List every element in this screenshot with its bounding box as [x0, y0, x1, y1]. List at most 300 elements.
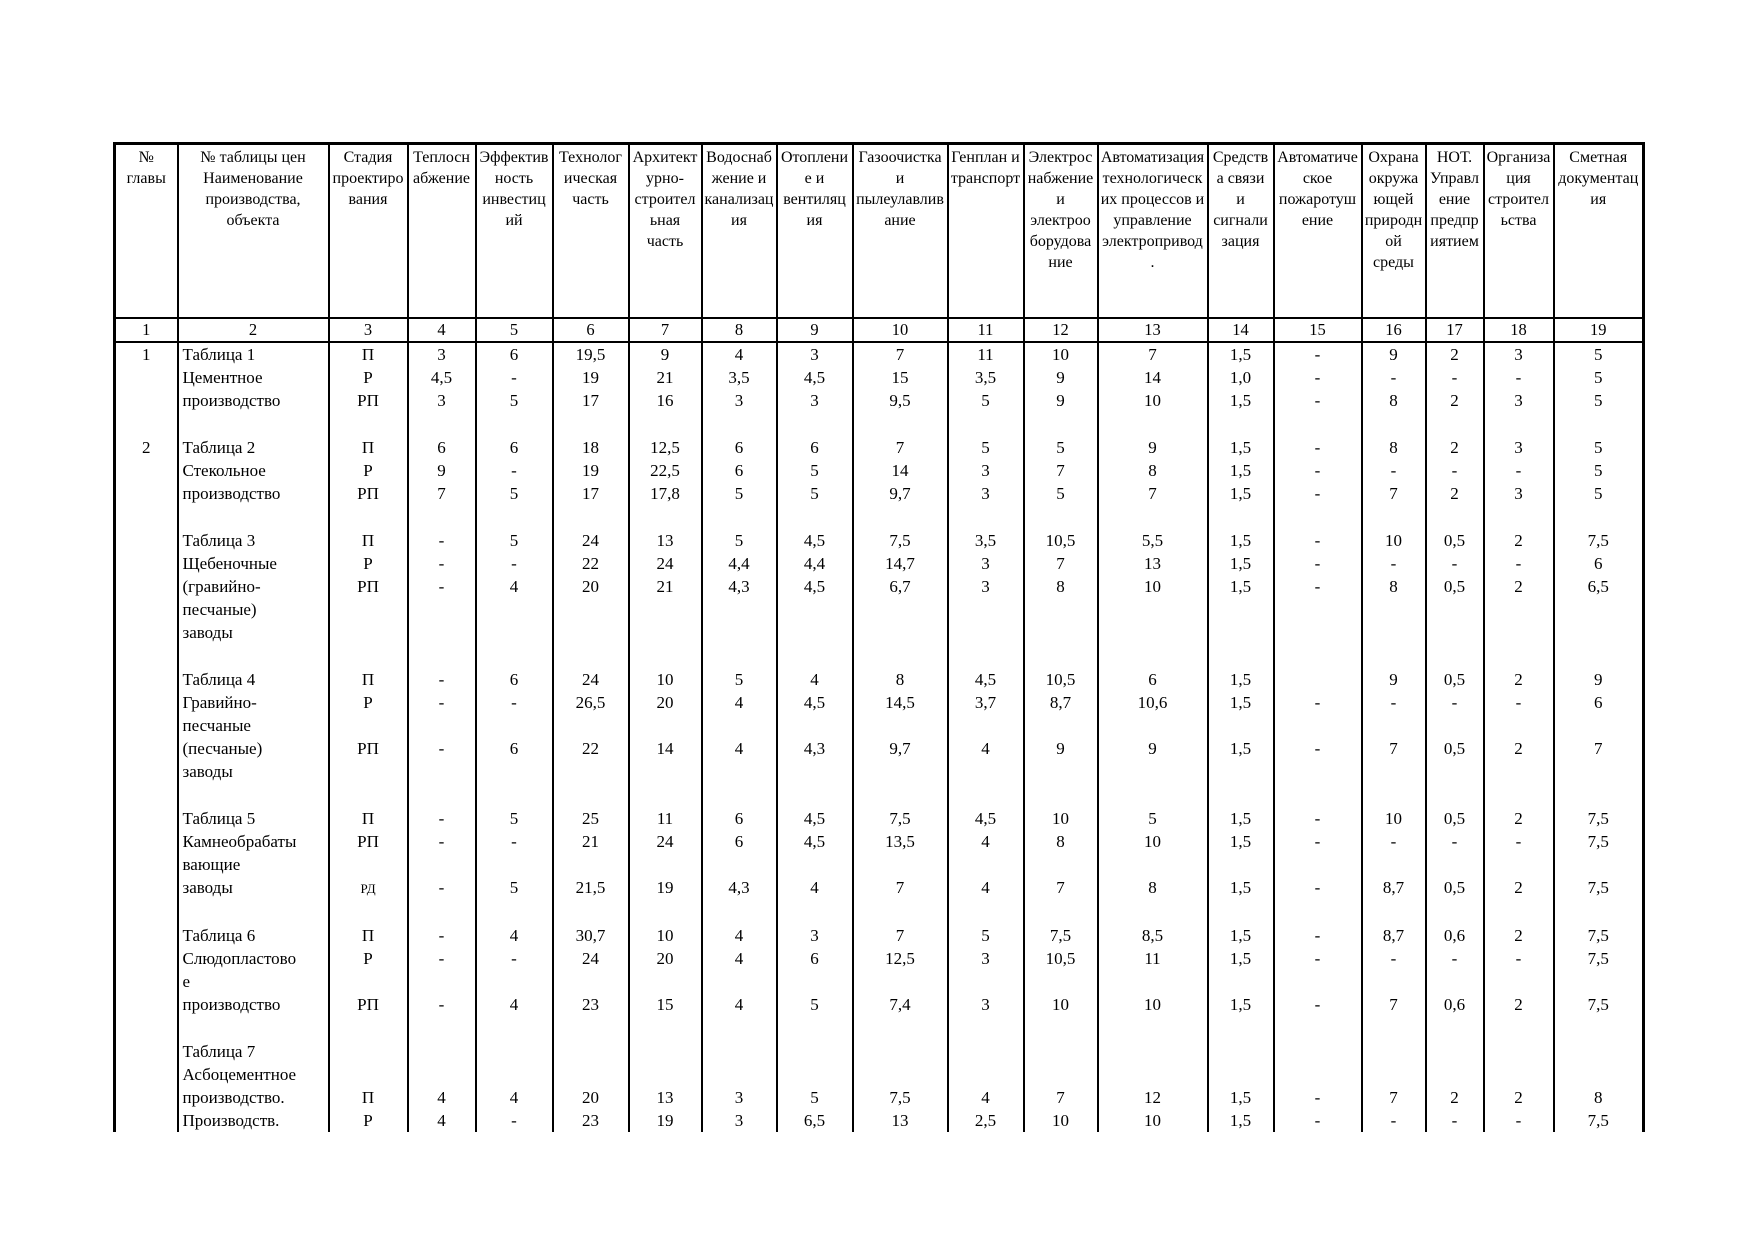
column-number-row — [115, 318, 1644, 342]
spacer-cell — [178, 412, 329, 436]
table-row — [115, 970, 1644, 993]
value-cell: 10 — [629, 924, 702, 947]
stage-cell: П — [329, 342, 408, 366]
column-number-cell: 10 — [853, 318, 948, 342]
name-cell: (песчаные) — [178, 737, 329, 760]
value-cell: - — [1484, 830, 1554, 853]
spacer-cell — [1484, 1016, 1554, 1040]
value-cell — [1426, 970, 1484, 993]
header-cell: Отопление и вентиляция — [777, 144, 853, 319]
value-cell: 5 — [476, 529, 553, 552]
value-cell: - — [1362, 552, 1426, 575]
value-cell: 25 — [553, 807, 629, 830]
value-cell: 3 — [702, 389, 777, 412]
table-row — [115, 1086, 1644, 1109]
column-number-cell: 5 — [476, 318, 553, 342]
spacer-cell — [853, 1016, 948, 1040]
value-cell — [408, 621, 476, 644]
value-cell: 23 — [553, 993, 629, 1016]
value-cell: - — [1274, 947, 1362, 970]
chapter-cell — [115, 1086, 178, 1109]
value-cell: 4,5 — [777, 529, 853, 552]
chapter-cell — [115, 552, 178, 575]
name-cell: песчаные) — [178, 598, 329, 621]
value-cell: 2 — [1426, 342, 1484, 366]
value-cell: 21 — [629, 575, 702, 598]
name-cell: заводы — [178, 876, 329, 900]
spacer-cell — [1362, 412, 1426, 436]
stage-cell: РП — [329, 830, 408, 853]
value-cell — [948, 714, 1024, 737]
spacer-cell — [777, 900, 853, 924]
value-cell: 6 — [777, 436, 853, 459]
value-cell: 10 — [1098, 993, 1208, 1016]
column-number-cell: 18 — [1484, 318, 1554, 342]
value-cell: 14 — [629, 737, 702, 760]
spacer-cell — [1362, 900, 1426, 924]
value-cell: 5 — [702, 668, 777, 691]
table-body — [115, 342, 1644, 1132]
value-cell: 7,5 — [1554, 807, 1644, 830]
value-cell — [1484, 714, 1554, 737]
stage-cell: РП — [329, 389, 408, 412]
value-cell — [777, 621, 853, 644]
spacer-cell — [1274, 783, 1362, 807]
value-cell: 3 — [777, 342, 853, 366]
stage-cell: Р — [329, 552, 408, 575]
header-cell: Архитектурно-строительная часть — [629, 144, 702, 319]
spacer-cell — [1484, 505, 1554, 529]
spacer-row — [115, 505, 1644, 529]
spacer-cell — [553, 644, 629, 668]
value-cell: 4 — [476, 1086, 553, 1109]
spacer-cell — [178, 1016, 329, 1040]
value-cell: 19 — [553, 459, 629, 482]
spacer-cell — [476, 900, 553, 924]
value-cell: 3 — [702, 1086, 777, 1109]
value-cell: 23 — [553, 1109, 629, 1132]
spacer-cell — [948, 505, 1024, 529]
column-number-cell: 1 — [115, 318, 178, 342]
spacer-cell — [115, 900, 178, 924]
value-cell: - — [1362, 459, 1426, 482]
value-cell: 8 — [1098, 459, 1208, 482]
value-cell: 0,5 — [1426, 876, 1484, 900]
value-cell — [1426, 1063, 1484, 1086]
value-cell: 4 — [702, 993, 777, 1016]
value-cell: 12,5 — [853, 947, 948, 970]
value-cell: 5 — [476, 876, 553, 900]
stage-cell — [329, 714, 408, 737]
spacer-cell — [1098, 505, 1208, 529]
value-cell: 1,5 — [1208, 830, 1274, 853]
table-row — [115, 737, 1644, 760]
header-cell: Газоочистка и пылеулавливание — [853, 144, 948, 319]
value-cell: 1,5 — [1208, 436, 1274, 459]
value-cell: 4,3 — [702, 876, 777, 900]
value-cell: 4 — [777, 668, 853, 691]
table-row — [115, 342, 1644, 366]
column-number-cell: 12 — [1024, 318, 1098, 342]
value-cell: 4,4 — [702, 552, 777, 575]
column-number-cell: 3 — [329, 318, 408, 342]
value-cell: 30,7 — [553, 924, 629, 947]
value-cell — [948, 853, 1024, 876]
value-cell: 7,5 — [1554, 830, 1644, 853]
spacer-cell — [948, 1016, 1024, 1040]
value-cell: - — [1274, 552, 1362, 575]
value-cell: 7 — [1362, 737, 1426, 760]
value-cell: 4,5 — [777, 366, 853, 389]
chapter-cell — [115, 389, 178, 412]
value-cell: - — [408, 947, 476, 970]
value-cell: 2 — [1484, 529, 1554, 552]
value-cell: 10 — [1098, 1109, 1208, 1132]
spacer-cell — [1554, 505, 1644, 529]
chapter-cell — [115, 459, 178, 482]
value-cell: 6 — [1554, 552, 1644, 575]
value-cell — [777, 970, 853, 993]
value-cell: - — [1484, 459, 1554, 482]
spacer-row — [115, 900, 1644, 924]
value-cell — [408, 714, 476, 737]
value-cell — [1554, 714, 1644, 737]
stage-cell: Р — [329, 947, 408, 970]
spacer-cell — [178, 505, 329, 529]
stage-cell: П — [329, 924, 408, 947]
value-cell — [629, 970, 702, 993]
value-cell — [1554, 760, 1644, 783]
value-cell: 8,5 — [1098, 924, 1208, 947]
value-cell: 7 — [1098, 342, 1208, 366]
value-cell: 8,7 — [1362, 876, 1426, 900]
value-cell: 7 — [1362, 482, 1426, 505]
table-row — [115, 853, 1644, 876]
name-cell: Гравийно- — [178, 691, 329, 714]
value-cell — [702, 621, 777, 644]
value-cell: 7,5 — [1554, 876, 1644, 900]
value-cell: - — [1484, 1109, 1554, 1132]
value-cell: 9 — [1024, 366, 1098, 389]
value-cell: 4 — [408, 1086, 476, 1109]
header-cell: № главы — [115, 144, 178, 319]
value-cell: 10 — [1098, 830, 1208, 853]
value-cell: 4 — [948, 737, 1024, 760]
value-cell — [1098, 970, 1208, 993]
value-cell: 14 — [853, 459, 948, 482]
spacer-cell — [1484, 783, 1554, 807]
header-cell: Охрана окружающей природной среды — [1362, 144, 1426, 319]
chapter-cell: 2 — [115, 436, 178, 459]
value-cell: - — [1426, 1109, 1484, 1132]
stage-cell — [329, 1063, 408, 1086]
value-cell — [702, 1063, 777, 1086]
value-cell — [1208, 1063, 1274, 1086]
spacer-cell — [1554, 644, 1644, 668]
value-cell — [629, 1040, 702, 1063]
value-cell: 0,5 — [1426, 737, 1484, 760]
value-cell: 10 — [1362, 807, 1426, 830]
value-cell: 9 — [408, 459, 476, 482]
value-cell: 20 — [629, 691, 702, 714]
value-cell — [476, 598, 553, 621]
chapter-cell — [115, 668, 178, 691]
value-cell: 5 — [702, 482, 777, 505]
value-cell: 8 — [1362, 575, 1426, 598]
value-cell: 8 — [1362, 436, 1426, 459]
value-cell — [702, 853, 777, 876]
value-cell — [777, 714, 853, 737]
table-row — [115, 575, 1644, 598]
stage-cell — [329, 1040, 408, 1063]
table-row — [115, 691, 1644, 714]
value-cell: 6 — [476, 668, 553, 691]
value-cell — [853, 1040, 948, 1063]
value-cell: 4,3 — [777, 737, 853, 760]
value-cell — [777, 1063, 853, 1086]
value-cell: 9,7 — [853, 737, 948, 760]
column-number-cell: 11 — [948, 318, 1024, 342]
value-cell: 8 — [1024, 575, 1098, 598]
value-cell — [1024, 970, 1098, 993]
value-cell: 5 — [777, 459, 853, 482]
value-cell: 7 — [1362, 1086, 1426, 1109]
value-cell — [476, 714, 553, 737]
value-cell: 4 — [702, 342, 777, 366]
value-cell: 3,5 — [702, 366, 777, 389]
value-cell — [1098, 598, 1208, 621]
value-cell — [1274, 621, 1362, 644]
table-row — [115, 529, 1644, 552]
table-row — [115, 947, 1644, 970]
header-cell: Стадия проектирования — [329, 144, 408, 319]
value-cell — [777, 598, 853, 621]
value-cell: 20 — [553, 575, 629, 598]
value-cell — [1274, 1040, 1362, 1063]
stage-cell: П — [329, 529, 408, 552]
value-cell: 10 — [1024, 807, 1098, 830]
value-cell — [1484, 1063, 1554, 1086]
value-cell: 10,6 — [1098, 691, 1208, 714]
spacer-cell — [1098, 412, 1208, 436]
table-row — [115, 830, 1644, 853]
value-cell: - — [408, 830, 476, 853]
spacer-cell — [1362, 505, 1426, 529]
name-cell: Таблица 3 — [178, 529, 329, 552]
value-cell: 4 — [476, 924, 553, 947]
value-cell: 14 — [1098, 366, 1208, 389]
value-cell: 5 — [777, 482, 853, 505]
value-cell: 22 — [553, 737, 629, 760]
value-cell: 1,5 — [1208, 807, 1274, 830]
value-cell: - — [408, 993, 476, 1016]
spacer-cell — [1024, 1016, 1098, 1040]
name-cell: Стекольное — [178, 459, 329, 482]
value-cell: 4,4 — [777, 552, 853, 575]
value-cell: 10 — [1098, 389, 1208, 412]
stage-cell: Р — [329, 691, 408, 714]
spacer-cell — [1024, 412, 1098, 436]
value-cell: - — [1274, 924, 1362, 947]
value-cell: 2 — [1484, 876, 1554, 900]
value-cell: 5 — [1024, 482, 1098, 505]
spacer-cell — [948, 412, 1024, 436]
value-cell: 8,7 — [1024, 691, 1098, 714]
chapter-cell — [115, 529, 178, 552]
value-cell — [553, 621, 629, 644]
value-cell — [553, 970, 629, 993]
stage-cell: Р — [329, 1109, 408, 1132]
value-cell: 17,8 — [629, 482, 702, 505]
value-cell: 24 — [629, 830, 702, 853]
spacer-cell — [702, 412, 777, 436]
value-cell: 4 — [948, 830, 1024, 853]
table-row — [115, 807, 1644, 830]
value-cell: 24 — [553, 947, 629, 970]
stage-cell: Р — [329, 459, 408, 482]
table-row — [115, 436, 1644, 459]
value-cell: 10 — [1098, 575, 1208, 598]
value-cell — [1362, 970, 1426, 993]
header-cell: Генплан и транспорт — [948, 144, 1024, 319]
value-cell: 5 — [1554, 459, 1644, 482]
value-cell: 6 — [702, 459, 777, 482]
column-number-cell: 13 — [1098, 318, 1208, 342]
name-cell: Асбоцементное — [178, 1063, 329, 1086]
value-cell: 9 — [1098, 737, 1208, 760]
spacer-cell — [1426, 900, 1484, 924]
spacer-cell — [329, 1016, 408, 1040]
spacer-cell — [777, 783, 853, 807]
value-cell: 4,5 — [777, 830, 853, 853]
value-cell: - — [1362, 830, 1426, 853]
name-cell: Таблица 7 — [178, 1040, 329, 1063]
value-cell — [476, 853, 553, 876]
spacer-cell — [476, 644, 553, 668]
value-cell — [1208, 1040, 1274, 1063]
value-cell — [476, 621, 553, 644]
spacer-cell — [476, 1016, 553, 1040]
value-cell: 21 — [629, 366, 702, 389]
spacer-cell — [629, 412, 702, 436]
value-cell: 6 — [1098, 668, 1208, 691]
column-number-cell: 9 — [777, 318, 853, 342]
value-cell: 11 — [1098, 947, 1208, 970]
value-cell: - — [1484, 691, 1554, 714]
value-cell — [1274, 1063, 1362, 1086]
value-cell: 1,5 — [1208, 924, 1274, 947]
value-cell — [1426, 621, 1484, 644]
value-cell — [1484, 1040, 1554, 1063]
value-cell — [408, 970, 476, 993]
value-cell: - — [1274, 830, 1362, 853]
value-cell — [777, 853, 853, 876]
spacer-cell — [476, 783, 553, 807]
value-cell: 4,3 — [702, 575, 777, 598]
value-cell: 9 — [1024, 389, 1098, 412]
value-cell: 2 — [1484, 924, 1554, 947]
value-cell: 10,5 — [1024, 947, 1098, 970]
value-cell — [1362, 760, 1426, 783]
table-row — [115, 552, 1644, 575]
spacer-cell — [115, 644, 178, 668]
name-cell: Таблица 5 — [178, 807, 329, 830]
value-cell: 6 — [476, 342, 553, 366]
value-cell: 3 — [948, 552, 1024, 575]
value-cell — [1274, 714, 1362, 737]
spacer-cell — [115, 412, 178, 436]
value-cell: - — [1274, 366, 1362, 389]
value-cell: 3 — [777, 924, 853, 947]
name-cell: Таблица 2 — [178, 436, 329, 459]
value-cell — [553, 598, 629, 621]
value-cell: 0,6 — [1426, 924, 1484, 947]
column-number-cell: 6 — [553, 318, 629, 342]
value-cell: - — [1274, 807, 1362, 830]
value-cell: 7 — [1554, 737, 1644, 760]
value-cell: 14,7 — [853, 552, 948, 575]
spacer-cell — [329, 644, 408, 668]
value-cell — [1024, 1063, 1098, 1086]
value-cell: 8 — [1024, 830, 1098, 853]
chapter-cell — [115, 853, 178, 876]
value-cell: 10 — [1024, 993, 1098, 1016]
value-cell — [1554, 1063, 1644, 1086]
value-cell: 5 — [1024, 436, 1098, 459]
stage-cell — [329, 621, 408, 644]
spacer-cell — [329, 505, 408, 529]
name-cell: Камнеобрабаты — [178, 830, 329, 853]
value-cell: 5,5 — [1098, 529, 1208, 552]
spacer-cell — [1098, 644, 1208, 668]
value-cell: 12 — [1098, 1086, 1208, 1109]
value-cell: 11 — [948, 342, 1024, 366]
value-cell: 4 — [408, 1109, 476, 1132]
value-cell: 4 — [948, 876, 1024, 900]
value-cell: 0,5 — [1426, 575, 1484, 598]
value-cell — [948, 760, 1024, 783]
value-cell: 4,5 — [948, 668, 1024, 691]
name-cell: песчаные — [178, 714, 329, 737]
table-row — [115, 993, 1644, 1016]
value-cell — [553, 760, 629, 783]
value-cell — [1426, 853, 1484, 876]
header-cell: Водоснабжение и канализация — [702, 144, 777, 319]
value-cell: - — [408, 691, 476, 714]
value-cell — [1484, 970, 1554, 993]
value-cell: 5 — [702, 529, 777, 552]
name-cell: Таблица 1 — [178, 342, 329, 366]
value-cell: 16 — [629, 389, 702, 412]
value-cell — [476, 1063, 553, 1086]
chapter-cell — [115, 691, 178, 714]
chapter-cell — [115, 876, 178, 900]
value-cell: - — [1274, 342, 1362, 366]
spacer-cell — [853, 900, 948, 924]
value-cell: 4,5 — [777, 807, 853, 830]
value-cell: 7 — [853, 436, 948, 459]
value-cell: 3 — [948, 947, 1024, 970]
value-cell — [1362, 621, 1426, 644]
value-cell — [629, 1063, 702, 1086]
chapter-cell — [115, 760, 178, 783]
value-cell: 10 — [1362, 529, 1426, 552]
value-cell: 7,5 — [853, 807, 948, 830]
value-cell: 4 — [702, 924, 777, 947]
value-cell — [1208, 598, 1274, 621]
value-cell: 5 — [476, 389, 553, 412]
value-cell: 6,7 — [853, 575, 948, 598]
